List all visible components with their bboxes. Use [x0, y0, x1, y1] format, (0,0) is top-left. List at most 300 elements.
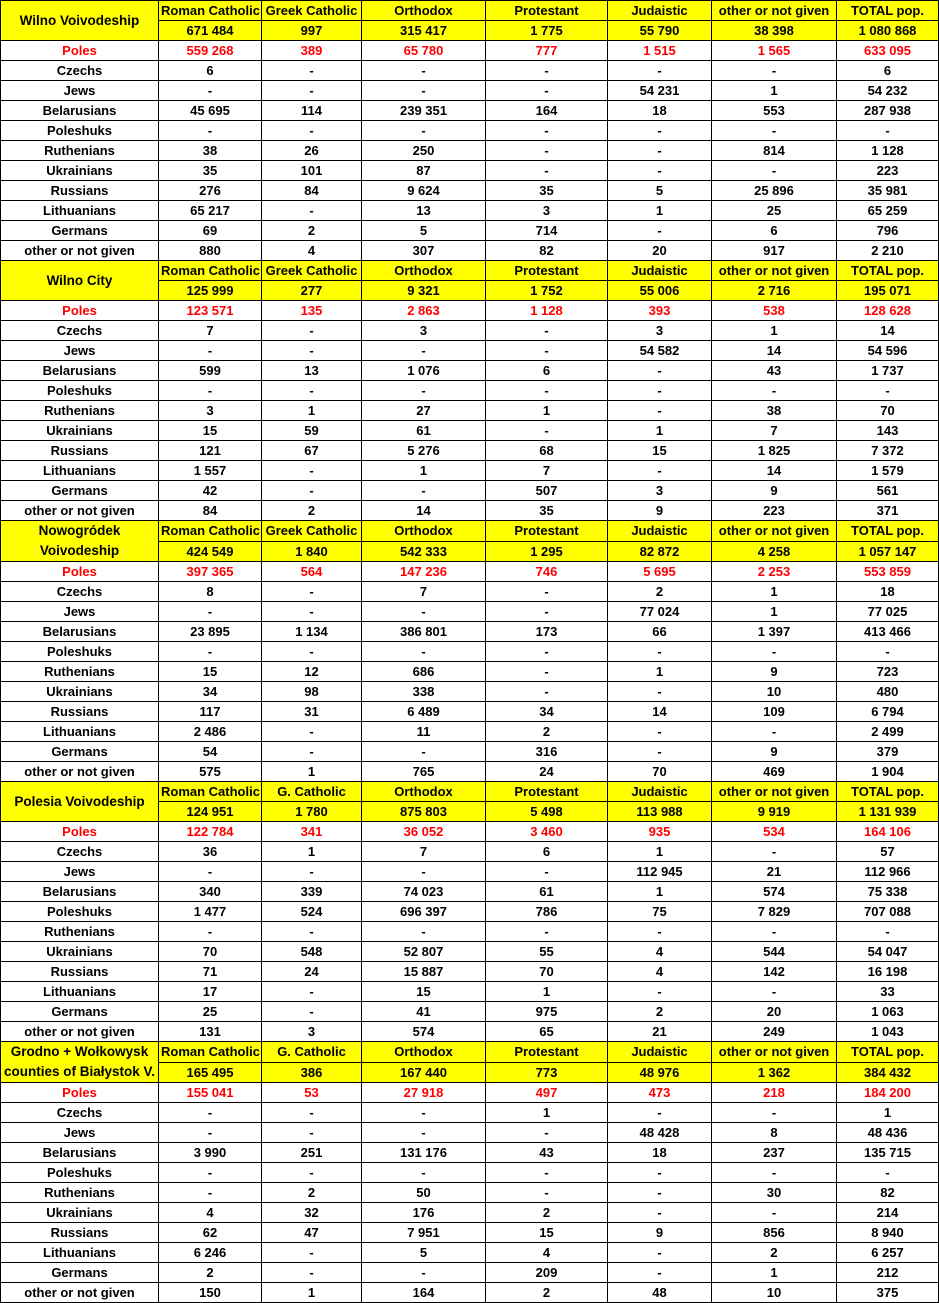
- table-cell: 2: [712, 1243, 837, 1263]
- table-cell: -: [608, 381, 712, 401]
- table-cell: -: [608, 461, 712, 481]
- table-cell: 8 940: [837, 1223, 939, 1243]
- table-cell: 18: [837, 582, 939, 602]
- row-label: Lithuanians: [1, 461, 159, 481]
- table-row: [1, 702, 939, 722]
- column-header: Protestant: [486, 1, 608, 21]
- table-cell: 214: [837, 1203, 939, 1223]
- table-cell: 534: [712, 822, 837, 842]
- table-cell: -: [159, 1183, 262, 1203]
- column-header: Greek Catholic: [262, 1, 362, 21]
- column-header: Roman Catholic: [159, 1042, 262, 1063]
- table-cell: 3: [608, 481, 712, 501]
- table-cell: 61: [362, 421, 486, 441]
- table-cell: -: [362, 642, 486, 662]
- table-cell: -: [608, 1243, 712, 1263]
- table-cell: -: [362, 81, 486, 101]
- table-cell: 54 596: [837, 341, 939, 361]
- table-row: [1, 682, 939, 702]
- table-cell: 112 945: [608, 862, 712, 882]
- table-cell: -: [608, 1263, 712, 1283]
- column-header: G. Catholic: [262, 1042, 362, 1063]
- total-cell: 386: [262, 1062, 362, 1083]
- table-cell: 30: [712, 1183, 837, 1203]
- table-cell: -: [362, 481, 486, 501]
- total-cell: 82 872: [608, 541, 712, 562]
- table-cell: -: [159, 642, 262, 662]
- table-cell: 524: [262, 902, 362, 922]
- table-cell: 3: [486, 201, 608, 221]
- table-cell: 389: [262, 41, 362, 61]
- table-row: [1, 1243, 939, 1263]
- row-label: Germans: [1, 1263, 159, 1283]
- column-header: Judaistic: [608, 782, 712, 802]
- table-cell: 975: [486, 1002, 608, 1022]
- total-cell: 315 417: [362, 21, 486, 41]
- table-cell: 1 128: [837, 141, 939, 161]
- table-cell: -: [262, 61, 362, 81]
- table-cell: -: [262, 722, 362, 742]
- total-cell: 277: [262, 281, 362, 301]
- table-row: [1, 201, 939, 221]
- table-row: [1, 401, 939, 421]
- row-label: Poleshuks: [1, 902, 159, 922]
- row-label: Jews: [1, 341, 159, 361]
- table-cell: 1: [486, 401, 608, 421]
- table-cell: 41: [362, 1002, 486, 1022]
- table-row: [1, 1083, 939, 1103]
- table-cell: -: [262, 982, 362, 1002]
- table-cell: 101: [262, 161, 362, 181]
- table-cell: 36 052: [362, 822, 486, 842]
- table-cell: 1 043: [837, 1022, 939, 1042]
- table-cell: 276: [159, 181, 262, 201]
- table-cell: 117: [159, 702, 262, 722]
- table-cell: 371: [837, 501, 939, 521]
- column-header: Roman Catholic: [159, 261, 262, 281]
- total-cell: 1 780: [262, 802, 362, 822]
- table-cell: 9: [712, 742, 837, 762]
- table-cell: 507: [486, 481, 608, 501]
- table-cell: 10: [712, 682, 837, 702]
- table-cell: 7: [362, 842, 486, 862]
- table-cell: -: [262, 1263, 362, 1283]
- table-cell: 1 397: [712, 622, 837, 642]
- table-cell: 1: [262, 401, 362, 421]
- table-cell: 98: [262, 682, 362, 702]
- table-cell: 218: [712, 1083, 837, 1103]
- table-cell: -: [262, 121, 362, 141]
- table-cell: 6: [486, 361, 608, 381]
- table-row: [1, 461, 939, 481]
- table-cell: 9: [712, 481, 837, 501]
- total-cell: 1 080 868: [837, 21, 939, 41]
- table-cell: 62: [159, 1223, 262, 1243]
- table-cell: -: [159, 1103, 262, 1123]
- table-cell: 2: [486, 1283, 608, 1303]
- table-cell: 18: [608, 101, 712, 121]
- column-header: Orthodox: [362, 1042, 486, 1063]
- table-cell: 574: [712, 882, 837, 902]
- column-header: TOTAL pop.: [837, 261, 939, 281]
- table-cell: -: [486, 161, 608, 181]
- row-label: Germans: [1, 221, 159, 241]
- table-cell: 65 259: [837, 201, 939, 221]
- table-row: [1, 221, 939, 241]
- table-cell: -: [486, 381, 608, 401]
- table-cell: 707 088: [837, 902, 939, 922]
- table-row: [1, 1183, 939, 1203]
- table-cell: 1: [608, 201, 712, 221]
- table-cell: 3: [159, 401, 262, 421]
- table-cell: 150: [159, 1283, 262, 1303]
- table-cell: 15: [608, 441, 712, 461]
- table-cell: 48: [608, 1283, 712, 1303]
- table-cell: 2: [262, 1183, 362, 1203]
- table-cell: 164: [486, 101, 608, 121]
- table-row: [1, 121, 939, 141]
- row-label: Lithuanians: [1, 722, 159, 742]
- table-row: [1, 582, 939, 602]
- row-label: other or not given: [1, 762, 159, 782]
- column-header: Greek Catholic: [262, 261, 362, 281]
- table-cell: -: [362, 381, 486, 401]
- table-cell: 5: [362, 1243, 486, 1263]
- table-cell: -: [608, 922, 712, 942]
- total-cell: 195 071: [837, 281, 939, 301]
- table-cell: 553 859: [837, 562, 939, 582]
- table-cell: 14: [362, 501, 486, 521]
- table-cell: 4: [608, 942, 712, 962]
- table-cell: 54 582: [608, 341, 712, 361]
- table-cell: 25: [159, 1002, 262, 1022]
- table-cell: 65 780: [362, 41, 486, 61]
- table-row: [1, 501, 939, 521]
- table-row: [1, 562, 939, 582]
- table-cell: 15: [159, 662, 262, 682]
- table-cell: 223: [712, 501, 837, 521]
- table-row: [1, 1103, 939, 1123]
- table-row: [1, 862, 939, 882]
- table-cell: 18: [608, 1143, 712, 1163]
- row-label: Lithuanians: [1, 982, 159, 1002]
- total-cell: 167 440: [362, 1062, 486, 1083]
- row-label: Lithuanians: [1, 1243, 159, 1263]
- table-cell: -: [486, 61, 608, 81]
- table-cell: 548: [262, 942, 362, 962]
- table-cell: -: [262, 201, 362, 221]
- table-cell: 35 981: [837, 181, 939, 201]
- table-cell: 2: [608, 1002, 712, 1022]
- table-cell: 38: [712, 401, 837, 421]
- table-cell: -: [262, 1123, 362, 1143]
- table-cell: 6: [486, 842, 608, 862]
- table-cell: 4: [608, 962, 712, 982]
- table-cell: 75: [608, 902, 712, 922]
- table-cell: 14: [608, 702, 712, 722]
- table-cell: 54 231: [608, 81, 712, 101]
- table-cell: -: [486, 582, 608, 602]
- table-cell: 6 794: [837, 702, 939, 722]
- table-cell: 36: [159, 842, 262, 862]
- table-cell: -: [608, 1163, 712, 1183]
- table-cell: 696 397: [362, 902, 486, 922]
- table-cell: -: [159, 1123, 262, 1143]
- table-cell: -: [262, 341, 362, 361]
- table-cell: -: [486, 1123, 608, 1143]
- table-row: [1, 822, 939, 842]
- table-cell: 3: [608, 321, 712, 341]
- table-cell: -: [712, 1203, 837, 1223]
- table-row: [1, 141, 939, 161]
- table-row: [1, 81, 939, 101]
- table-cell: 21: [712, 862, 837, 882]
- table-cell: 9: [712, 662, 837, 682]
- table-cell: 339: [262, 882, 362, 902]
- table-cell: 814: [712, 141, 837, 161]
- total-cell: 773: [486, 1062, 608, 1083]
- table-cell: -: [486, 662, 608, 682]
- table-cell: -: [486, 321, 608, 341]
- column-header: other or not given: [712, 1, 837, 21]
- table-cell: 43: [486, 1143, 608, 1163]
- table-cell: -: [712, 161, 837, 181]
- table-cell: 142: [712, 962, 837, 982]
- table-row: [1, 1163, 939, 1183]
- table-cell: 538: [712, 301, 837, 321]
- column-header: Judaistic: [608, 1042, 712, 1063]
- table-cell: 15: [362, 982, 486, 1002]
- table-cell: -: [608, 1103, 712, 1123]
- table-cell: 212: [837, 1263, 939, 1283]
- table-cell: 777: [486, 41, 608, 61]
- section-header-row: [1, 782, 939, 802]
- row-label: Ukrainians: [1, 421, 159, 441]
- total-cell: 165 495: [159, 1062, 262, 1083]
- table-cell: 4: [262, 241, 362, 261]
- table-cell: 128 628: [837, 301, 939, 321]
- table-cell: 1: [262, 1283, 362, 1303]
- table-cell: -: [608, 161, 712, 181]
- row-label: Jews: [1, 862, 159, 882]
- table-cell: 70: [159, 942, 262, 962]
- table-row: [1, 1123, 939, 1143]
- table-row: [1, 842, 939, 862]
- table-cell: 1 737: [837, 361, 939, 381]
- table-row: [1, 161, 939, 181]
- table-cell: 251: [262, 1143, 362, 1163]
- table-cell: 6: [159, 61, 262, 81]
- table-cell: 71: [159, 962, 262, 982]
- table-cell: 2 863: [362, 301, 486, 321]
- table-cell: -: [486, 1163, 608, 1183]
- table-cell: 714: [486, 221, 608, 241]
- table-cell: 67: [262, 441, 362, 461]
- total-cell: 1 752: [486, 281, 608, 301]
- table-cell: 1: [486, 982, 608, 1002]
- region-title: Grodno + Wołkowysk counties of Białystok V.: [1, 1042, 159, 1083]
- row-label: Belarusians: [1, 882, 159, 902]
- table-cell: 13: [362, 201, 486, 221]
- table-cell: 9: [608, 1223, 712, 1243]
- table-cell: -: [262, 922, 362, 942]
- table-cell: 7: [362, 582, 486, 602]
- table-cell: 1: [262, 762, 362, 782]
- table-cell: 32: [262, 1203, 362, 1223]
- table-cell: -: [608, 141, 712, 161]
- table-cell: -: [608, 642, 712, 662]
- table-row: [1, 922, 939, 942]
- table-cell: -: [486, 1183, 608, 1203]
- table-cell: -: [837, 642, 939, 662]
- table-cell: -: [712, 381, 837, 401]
- table-cell: -: [608, 121, 712, 141]
- table-cell: 6: [837, 61, 939, 81]
- table-cell: 82: [837, 1183, 939, 1203]
- table-cell: -: [159, 602, 262, 622]
- table-cell: -: [262, 481, 362, 501]
- column-header: Orthodox: [362, 782, 486, 802]
- column-header: Protestant: [486, 261, 608, 281]
- total-cell: 48 976: [608, 1062, 712, 1083]
- table-cell: 52 807: [362, 942, 486, 962]
- table-cell: 54 232: [837, 81, 939, 101]
- table-cell: -: [486, 602, 608, 622]
- table-cell: 4: [486, 1243, 608, 1263]
- total-cell: 38 398: [712, 21, 837, 41]
- table-cell: -: [712, 922, 837, 942]
- table-cell: 65: [486, 1022, 608, 1042]
- table-row: [1, 902, 939, 922]
- table-cell: 574: [362, 1022, 486, 1042]
- table-cell: -: [608, 682, 712, 702]
- table-cell: -: [486, 421, 608, 441]
- table-cell: 250: [362, 141, 486, 161]
- table-cell: 1 579: [837, 461, 939, 481]
- table-cell: -: [486, 922, 608, 942]
- column-header: other or not given: [712, 782, 837, 802]
- table-cell: 59: [262, 421, 362, 441]
- total-cell: 542 333: [362, 541, 486, 562]
- table-cell: 1: [712, 1263, 837, 1283]
- table-cell: 7: [159, 321, 262, 341]
- column-header: Judaistic: [608, 1, 712, 21]
- table-cell: 26: [262, 141, 362, 161]
- column-header: other or not given: [712, 1042, 837, 1063]
- table-cell: 2: [486, 1203, 608, 1223]
- table-cell: 75 338: [837, 882, 939, 902]
- table-cell: 77 025: [837, 602, 939, 622]
- table-cell: 7 829: [712, 902, 837, 922]
- row-label: Jews: [1, 602, 159, 622]
- table-cell: 7: [486, 461, 608, 481]
- row-label: Czechs: [1, 842, 159, 862]
- table-cell: 6 246: [159, 1243, 262, 1263]
- column-header: Orthodox: [362, 261, 486, 281]
- table-cell: 70: [608, 762, 712, 782]
- row-label: Russians: [1, 702, 159, 722]
- table-cell: 143: [837, 421, 939, 441]
- total-cell: 1 840: [262, 541, 362, 562]
- table-cell: 27 918: [362, 1083, 486, 1103]
- column-header: Orthodox: [362, 521, 486, 542]
- table-cell: 1: [608, 882, 712, 902]
- table-cell: 746: [486, 562, 608, 582]
- table-cell: 249: [712, 1022, 837, 1042]
- section-header-row: [1, 1, 939, 21]
- row-label: Ruthenians: [1, 401, 159, 421]
- table-cell: 575: [159, 762, 262, 782]
- table-cell: 237: [712, 1143, 837, 1163]
- table-cell: -: [837, 922, 939, 942]
- table-cell: -: [362, 61, 486, 81]
- total-cell: 1 295: [486, 541, 608, 562]
- table-cell: 473: [608, 1083, 712, 1103]
- table-row: [1, 441, 939, 461]
- table-row: [1, 742, 939, 762]
- row-label: other or not given: [1, 501, 159, 521]
- table-cell: 3: [262, 1022, 362, 1042]
- table-cell: 42: [159, 481, 262, 501]
- total-cell: 875 803: [362, 802, 486, 822]
- table-cell: -: [262, 862, 362, 882]
- table-row: [1, 1283, 939, 1303]
- row-label: other or not given: [1, 1283, 159, 1303]
- total-cell: 424 549: [159, 541, 262, 562]
- table-row: [1, 942, 939, 962]
- table-cell: -: [362, 121, 486, 141]
- column-header: Roman Catholic: [159, 1, 262, 21]
- table-cell: 564: [262, 562, 362, 582]
- table-cell: 48 436: [837, 1123, 939, 1143]
- table-cell: 1: [712, 582, 837, 602]
- total-cell: 1 057 147: [837, 541, 939, 562]
- table-cell: 3: [362, 321, 486, 341]
- table-cell: 1: [486, 1103, 608, 1123]
- table-row: [1, 341, 939, 361]
- table-cell: -: [262, 1103, 362, 1123]
- table-cell: -: [262, 602, 362, 622]
- table-cell: 1: [837, 1103, 939, 1123]
- table-cell: 65 217: [159, 201, 262, 221]
- table-cell: 10: [712, 1283, 837, 1303]
- table-cell: 9: [608, 501, 712, 521]
- table-cell: 17: [159, 982, 262, 1002]
- table-cell: 57: [837, 842, 939, 862]
- table-cell: -: [362, 742, 486, 762]
- table-cell: -: [362, 922, 486, 942]
- row-label: Jews: [1, 81, 159, 101]
- table-cell: 109: [712, 702, 837, 722]
- table-cell: -: [608, 722, 712, 742]
- table-cell: 1: [608, 421, 712, 441]
- table-cell: 45 695: [159, 101, 262, 121]
- table-cell: 599: [159, 361, 262, 381]
- row-label: Ruthenians: [1, 1183, 159, 1203]
- total-cell: 55 790: [608, 21, 712, 41]
- table-cell: -: [608, 401, 712, 421]
- table-cell: -: [159, 922, 262, 942]
- table-cell: 765: [362, 762, 486, 782]
- region-title: Wilno Voivodeship: [1, 1, 159, 41]
- column-header: TOTAL pop.: [837, 521, 939, 542]
- table-cell: 122 784: [159, 822, 262, 842]
- column-header: other or not given: [712, 261, 837, 281]
- table-cell: 184 200: [837, 1083, 939, 1103]
- table-cell: 5 695: [608, 562, 712, 582]
- table-cell: -: [159, 121, 262, 141]
- column-header: Protestant: [486, 521, 608, 542]
